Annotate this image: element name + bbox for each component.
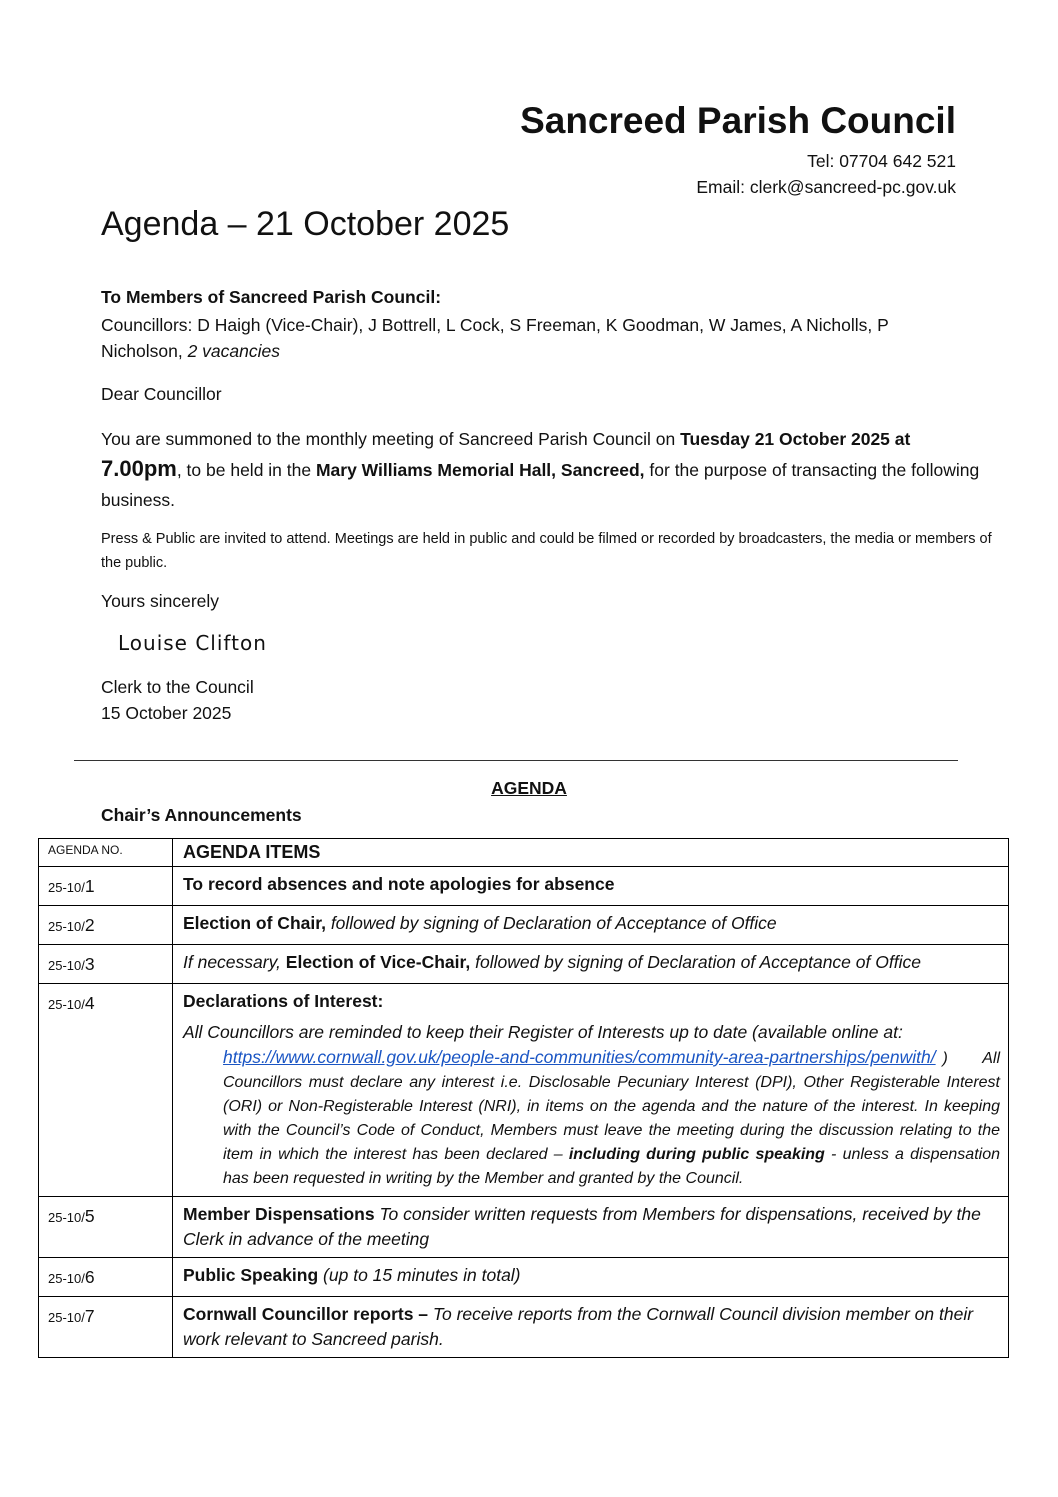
agenda-item (173, 1258, 1009, 1297)
signature: Louise Clifton (118, 631, 267, 655)
agenda-number-prefix: 25-10/ (48, 997, 85, 1012)
agenda-number (39, 945, 173, 984)
item-title: Election of Vice-Chair, (285, 952, 471, 972)
interest-detail-end: - unless a dispensation has been requested in writing by the Member and granted by the Council. (223, 1146, 1000, 1187)
table-row (39, 1297, 1009, 1358)
councillor-names: Councillors: D Haigh (Vice-Chair), J Bottrell, L Cock, S Freeman, K Goodman, W James, A Nicholls, P Nicholson, (101, 315, 889, 361)
item-description: All Councillors are reminded to keep their Register of Interests up to date (available online at: (183, 1022, 903, 1042)
agenda-number-prefix: 25-10/ (48, 958, 85, 973)
item-qualifier: If necessary, (183, 952, 286, 972)
telephone-line: Tel: 07704 642 521 (807, 151, 956, 171)
agenda-number-prefix: 25-10/ (48, 1210, 85, 1225)
agenda-item (173, 1197, 1009, 1258)
interest-detail: All Councillors must declare any interest i.e. Disclosable Pecuniary Interest (DPI), Other Registerable Interest (ORI) or Non-Registerable Interest (NRI), in items on the agenda and the nature of the interest. In keeping with the Council’s Code of Conduct, Members must leave the meeting during the discussion relating to the item in which the interest has been declared – (223, 1050, 1000, 1163)
interest-guidance (223, 1045, 1000, 1191)
table-row (39, 1258, 1009, 1297)
councillor-list (101, 312, 961, 364)
item-description: To receive reports from the Cornwall Council division member on their work relevant to Sancreed parish. (183, 1304, 974, 1349)
table-row (39, 867, 1009, 906)
column-header-items: AGENDA ITEMS (173, 839, 1009, 867)
letter-date: 15 October 2025 (101, 703, 232, 723)
agenda-item (173, 906, 1009, 945)
item-title: Cornwall Councillor reports – (183, 1304, 429, 1324)
summons-paragraph (101, 424, 1001, 515)
summons-purpose: for the purpose of transacting the following business. (101, 460, 980, 510)
item-title: Member Dispensations (183, 1204, 375, 1224)
agenda-number-value: 4 (84, 993, 95, 1013)
agenda-number-value: 5 (84, 1206, 95, 1226)
agenda-item (173, 945, 1009, 984)
council-name: Sancreed Parish Council (520, 100, 956, 141)
summons-intro: You are summoned to the monthly meeting of Sancreed Parish Council on (101, 429, 681, 449)
table-row (39, 984, 1009, 1197)
divider (74, 760, 958, 761)
meeting-time: 7.00pm (101, 456, 177, 481)
meeting-date: Tuesday 21 October 2025 at (680, 429, 911, 449)
table-row (39, 945, 1009, 984)
agenda-number-value: 3 (84, 954, 95, 974)
meeting-venue: Mary Williams Memorial Hall, Sancreed, (315, 460, 645, 480)
agenda-number (39, 1197, 173, 1258)
table-row (39, 906, 1009, 945)
agenda-item (173, 984, 1009, 1197)
item-title: Public Speaking (183, 1265, 319, 1285)
agenda-item (173, 1297, 1009, 1358)
agenda-number (39, 1258, 173, 1297)
item-description: followed by signing of Declaration of Acceptance of Office (470, 952, 921, 972)
item-description: (up to 15 minutes in total) (318, 1265, 521, 1285)
item-title: To record absences and note apologies for absence (183, 874, 615, 894)
agenda-number-prefix: 25-10/ (48, 1271, 85, 1286)
interest-emphasis: including during public speaking (568, 1146, 825, 1163)
agenda-number-value: 1 (84, 876, 95, 896)
closing: Yours sincerely (101, 591, 220, 611)
chair-announcements: Chair’s Announcements (101, 805, 302, 825)
column-header-number: AGENDA NO. (39, 839, 173, 867)
register-link[interactable]: https://www.cornwall.gov.uk/people-and-communities/community-area-partnerships/penwith/ (223, 1047, 936, 1067)
link-close: ) (935, 1050, 948, 1067)
table-row (39, 1197, 1009, 1258)
clerk-title: Clerk to the Council (101, 677, 254, 697)
agenda-number-prefix: 25-10/ (48, 1310, 85, 1325)
item-description: followed by signing of Declaration of Acceptance of Office (325, 913, 777, 933)
agenda-number-value: 2 (84, 915, 95, 935)
agenda-number (39, 1297, 173, 1358)
agenda-number-value: 6 (84, 1267, 95, 1287)
email-line: Email: clerk@sancreed-pc.gov.uk (696, 177, 956, 197)
agenda-number-prefix: 25-10/ (48, 919, 85, 934)
agenda-number-value: 7 (84, 1306, 95, 1326)
item-title: Election of Chair, (183, 913, 326, 933)
agenda-number (39, 906, 173, 945)
addressee-heading: To Members of Sancreed Parish Council: (101, 287, 442, 307)
table-header-row (39, 839, 1009, 867)
page-title: Agenda – 21 October 2025 (101, 205, 510, 243)
summons-mid: , to be held in the (176, 460, 316, 480)
agenda-number (39, 867, 173, 906)
agenda-heading: AGENDA (491, 778, 567, 798)
item-title: Declarations of Interest: (183, 991, 384, 1011)
agenda-item (173, 867, 1009, 906)
agenda-table (38, 838, 1009, 1358)
vacancies-note: 2 vacancies (187, 341, 280, 361)
greeting: Dear Councillor (101, 384, 222, 404)
press-notice: Press & Public are invited to attend. Meetings are held in public and could be filmed or recorded by broadcasters, the media or members of the public. (101, 531, 992, 571)
item-description: To consider written requests from Members for dispensations, received by the Clerk in advance of the meeting (183, 1204, 981, 1249)
agenda-number (39, 984, 173, 1197)
agenda-number-prefix: 25-10/ (48, 880, 85, 895)
